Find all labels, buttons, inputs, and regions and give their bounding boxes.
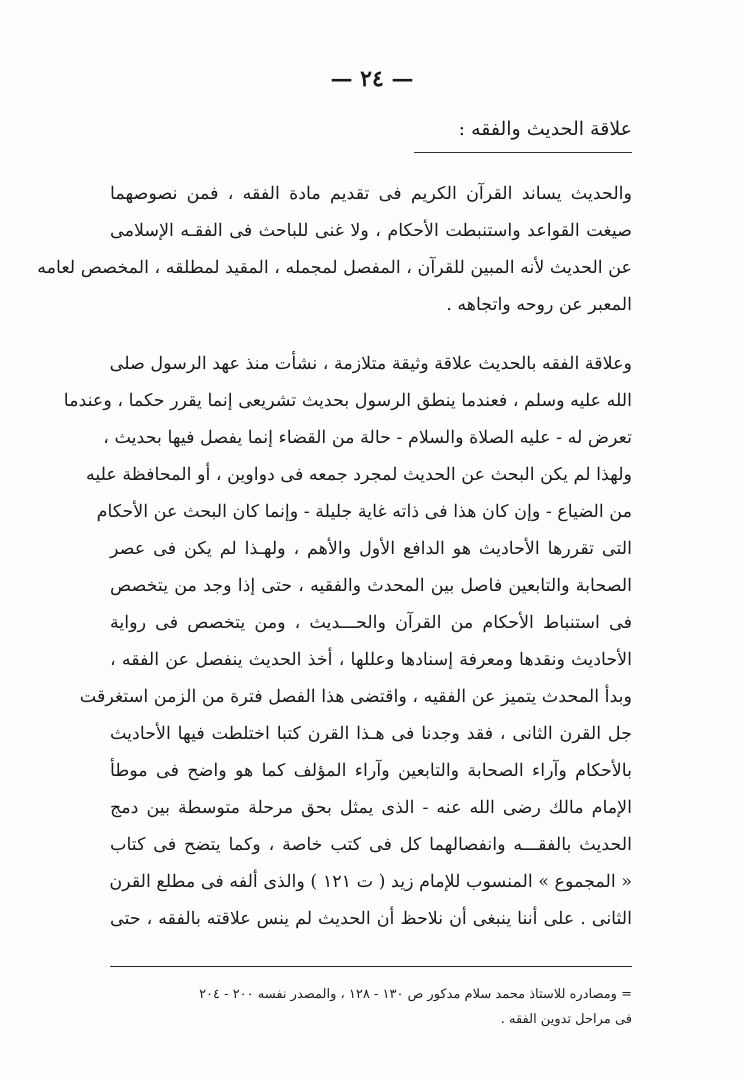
text-line: صيغت القواعد واستنبطت الأحكام ، ولا غنى للباحث فى الفقـه الإسلامى (110, 221, 632, 241)
text-line: المعبر عن روحه واتجاهه . (446, 295, 632, 315)
footnote-divider (110, 966, 632, 967)
text-line: الثانى . على أننا ينبغى أن نلاحظ أن الحديث لم ينس علاقته بالفقه ، حتى (110, 909, 632, 929)
footnote-line: = ومصادره للاستاذ محمد سلام مدكور ص ١٣٠ - ١٢٨ ، والمصدر نفسه ٢٠٠ - ٢٠٤ (199, 987, 632, 1002)
text-line: التى تقررها الأحاديث هو الدافع الأول والأهم ، ولهـذا لم يكن فى عصر (110, 539, 632, 559)
section-title: علاقة الحديث والفقه : (458, 118, 632, 140)
text-line: جل القرن الثانى ، فقد وجدنا فى هـذا القرن كتبا اختلطت فيها الأحاديث (110, 724, 632, 744)
text-line: وبدأ المحدث يتميز عن الفقيه ، واقتضى هذا الفصل فترة من الزمن استغرقت (79, 687, 632, 707)
text-line: الإمام مالك رضى الله عنه - الذى يمثل بحق مرحلة متوسطة بين دمج (110, 798, 632, 818)
text-line: تعرض له - عليه الصلاة والسلام - حالة من القضاء إنما يفصل فيها بحديث ، (103, 428, 632, 448)
text-line: فى استنباط الأحكام من القرآن والحـــديث ، ومن يتخصص فى رواية (110, 613, 632, 633)
page-number: — ٢٤ — (330, 66, 414, 92)
paragraph-2 (63, 346, 632, 938)
footnotes (110, 982, 632, 1032)
text-line: الله عليه وسلم ، فعندما ينطق الرسول بحديث تشريعى إنما يقرر حكما ، وعندما (63, 391, 632, 411)
footnote-line: فى مراحل تدوين الفقه . (500, 1012, 632, 1027)
text-line: الصحابة والتابعين فاصل بين المحدث والفقيه ، حتى إذا وجد من يتخصص (110, 576, 632, 596)
text-line: الحديث بالفقـــه وانفصالهما كل فى كتب خاصة ، وكما يتضح فى كتاب (110, 835, 632, 855)
text-line: ولهذا لم يكن البحث عن الحديث لمجرد جمعه فى دواوين ، أو المحافظة عليه (85, 465, 632, 485)
paragraph-1 (37, 176, 632, 324)
text-line: وعلاقة الفقه بالحديث علاقة وثيقة متلازمة ، نشأت منذ عهد الرسول صلى (109, 354, 632, 374)
text-line: من الضياع - وإن كان هذا فى ذاته غاية جليلة - وإنما كان البحث عن الأحكام (96, 502, 632, 522)
text-line: بالأحكام وآراء الصحابة والتابعين وآراء المؤلف كما هو واضح فى موطأ (110, 761, 632, 781)
text-line: عن الحديث لأنه المبين للقرآن ، المفصل لمجمله ، المقيد لمطلقه ، المخصص لعامه (37, 258, 632, 278)
text-line: « المجموع » المنسوب للإمام زيد ( ت ١٢١ ) والذى ألفه فى مطلع القرن (109, 872, 632, 892)
text-line: الأحاديث ونقدها ومعرفة إسنادها وعللها ، أخذ الحديث ينفصل عن الفقه ، (110, 650, 632, 670)
text-line: والحديث يساند القرآن الكريم فى تقديم مادة الفقه ، فمن نصوصهما (110, 184, 632, 204)
title-underline (414, 152, 632, 153)
